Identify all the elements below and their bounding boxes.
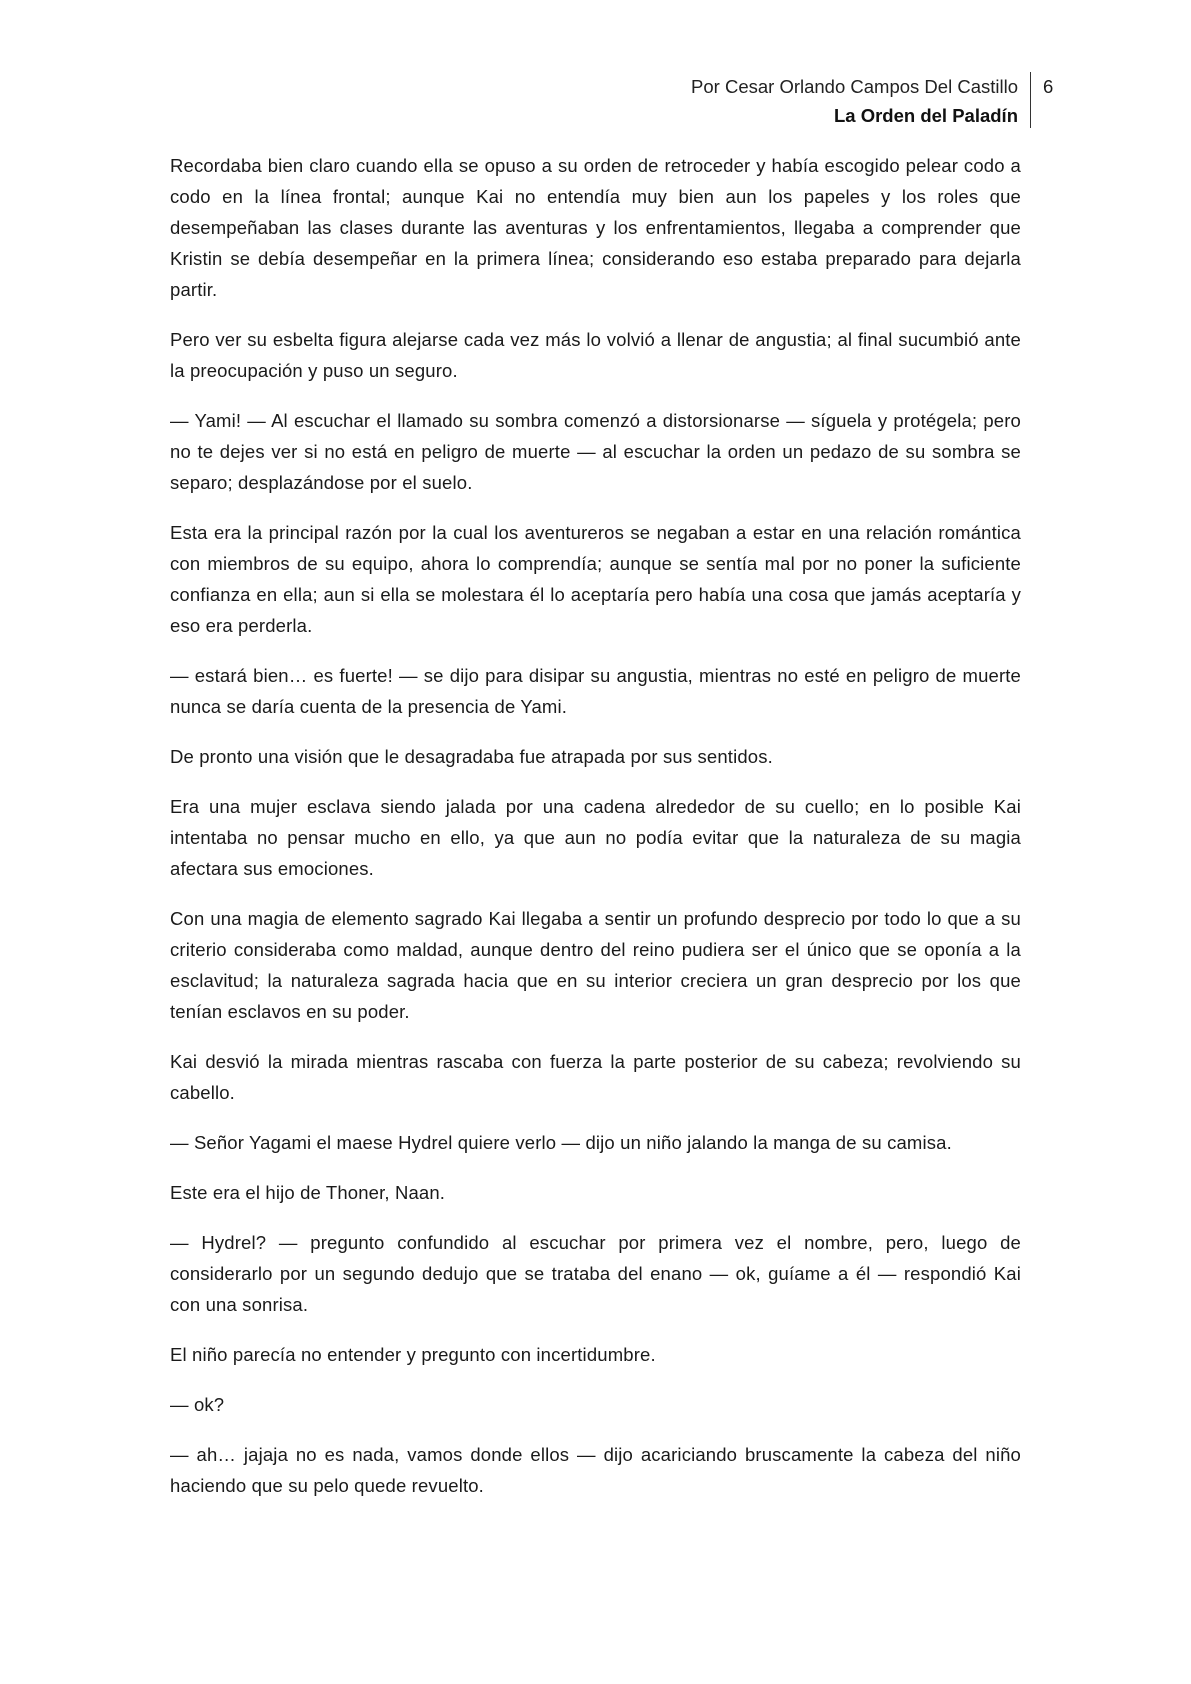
paragraph: — Señor Yagami el maese Hydrel quiere verlo — dijo un niño jalando la manga de su camisa.	[170, 1132, 952, 1153]
header-book-title: La Orden del Paladín	[833, 105, 1018, 126]
header-author: Por Cesar Orlando Campos Del Castillo	[691, 76, 1018, 97]
paragraph: Pero ver su esbelta figura alejarse cada vez más lo volvió a llenar de angustia; al final sucumbió ante la preocupación y puso un seguro.	[170, 329, 1021, 381]
paragraph: Kai desvió la mirada mientras rascaba con fuerza la parte posterior de su cabeza; revolviendo su cabello.	[170, 1051, 1021, 1103]
paragraph: Este era el hijo de Thoner, Naan.	[170, 1182, 446, 1203]
document-body	[170, 150, 1021, 1520]
paragraph: Esta era la principal razón por la cual los aventureros se negaban a estar en una relación romántica con miembros de su equipo, ahora lo comprendía; aunque se sentía mal por no poner la suficiente confianza en ella; aun si ella se molestara él lo aceptaría pero había una cosa que jamás aceptaría y eso era perderla.	[170, 522, 1021, 636]
paragraph: — estará bien… es fuerte! — se dijo para disipar su angustia, mientras no esté en peligro de muerte nunca se daría cuenta de la presencia de Yami.	[170, 665, 1021, 717]
paragraph: Con una magia de elemento sagrado Kai llegaba a sentir un profundo desprecio por todo lo que a su criterio consideraba como maldad, aunque dentro del reino pudiera ser el único que se oponía a la esclavitud; la naturaleza sagrada hacia que en su interior creciera un gran desprecio por los que tenían esclavos en su poder.	[170, 908, 1021, 1022]
paragraph: De pronto una visión que le desagradaba fue atrapada por sus sentidos.	[170, 746, 773, 767]
paragraph: — ok?	[170, 1394, 225, 1415]
paragraph: — Yami! — Al escuchar el llamado su sombra comenzó a distorsionarse — síguela y protégela; pero no te dejes ver si no está en peligro de muerte — al escuchar la orden un pedazo de su sombra se separo; desplazándose por el suelo.	[170, 410, 1021, 493]
paragraph: Recordaba bien claro cuando ella se opuso a su orden de retroceder y había escogido pelear codo a codo en la línea frontal; aunque Kai no entendía muy bien aun los papeles y los roles que desempeñaban las clases durante las aventuras y los enfrentamientos, llegaba a comprender que Kristin se debía desempeñar en la primera línea; considerando eso estaba preparado para dejarla partir.	[170, 155, 1021, 300]
paragraph: — ah… jajaja no es nada, vamos donde ellos — dijo acariciando bruscamente la cabeza del niño haciendo que su pelo quede revuelto.	[170, 1444, 1021, 1496]
page-header	[418, 72, 1031, 128]
paragraph: El niño parecía no entender y pregunto con incertidumbre.	[170, 1344, 656, 1365]
paragraph: — Hydrel? — pregunto confundido al escuchar por primera vez el nombre, pero, luego de considerarlo por un segundo dedujo que se trataba del enano — ok, guíame a él — respondió Kai con una sonrisa.	[170, 1232, 1021, 1315]
page-number: 6	[1043, 76, 1054, 97]
paragraph: Era una mujer esclava siendo jalada por una cadena alrededor de su cuello; en lo posible Kai intentaba no pensar mucho en ello, ya que aun no podía evitar que la naturaleza de su magia afectara sus emociones.	[170, 796, 1021, 879]
